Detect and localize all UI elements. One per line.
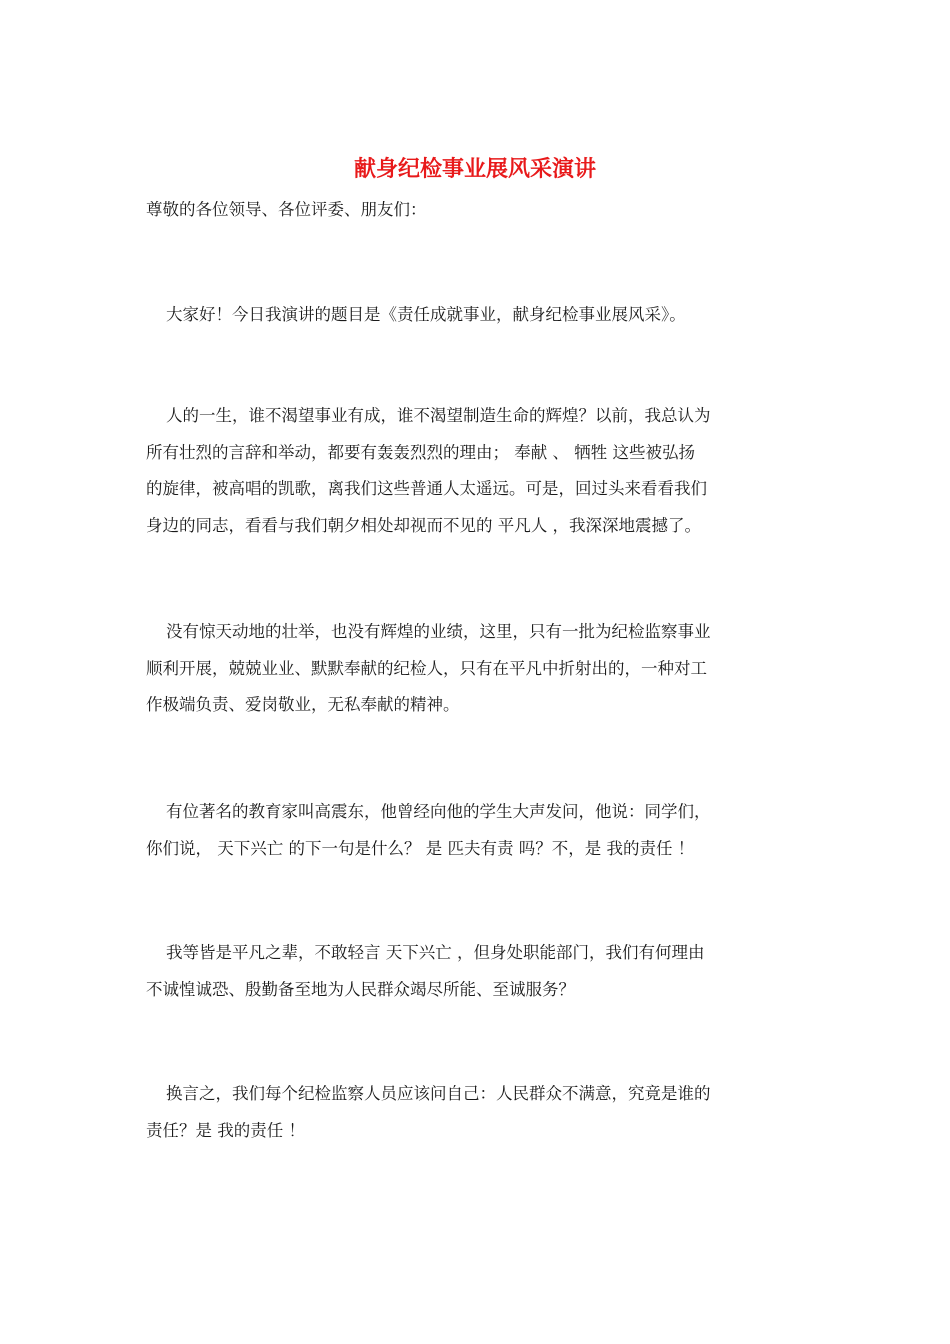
paragraph-1 [146, 297, 798, 334]
paragraph-line: 你们说， 天下兴亡 的下一句是什么？ 是 匹夫有责 吗？不，是 我的责任 ！ [146, 838, 695, 858]
paragraph-line: 我等皆是平凡之辈，不敢轻言 天下兴亡 ，但身处职能部门，我们有何理由 [166, 943, 705, 962]
paragraph-line: 责任？是 我的责任 ！ [146, 1120, 305, 1140]
paragraph-line: 顺利开展，兢兢业业、默默奉献的纪检人，只有在平凡中折射出的，一种对工 [146, 658, 707, 678]
paragraph-2 [146, 398, 798, 544]
paragraph-line: 有位著名的教育家叫高震东，他曾经向他的学生大声发问，他说：同学们， [166, 802, 711, 821]
paragraph-line: 人的一生，谁不渴望事业有成，谁不渴望制造生命的辉煌？以前，我总认为 [166, 406, 711, 425]
paragraph-line: 所有壮烈的言辞和举动，都要有轰轰烈烈的理由； 奉献 、 牺牲 这些被弘扬 [146, 442, 695, 462]
paragraph-line: 作极端负责、爱岗敬业，无私奉献的精神。 [146, 695, 460, 714]
paragraph-3 [146, 614, 798, 724]
paragraph-line: 不诚惶诚恐、殷勤备至地为人民群众竭尽所能、至诚服务？ [146, 979, 575, 999]
salutation [146, 192, 798, 229]
paragraph-5 [146, 935, 798, 1008]
paragraph-line: 换言之，我们每个纪检监察人员应该问自己：人民群众不满意，究竟是谁的 [166, 1084, 711, 1103]
paragraph-line: 身边的同志，看看与我们朝夕相处却视而不见的 平凡人 ，我深深地震撼了。 [146, 515, 701, 535]
salutation-line: 尊敬的各位领导、各位评委、朋友们： [146, 200, 427, 219]
paragraph-line: 大家好！今日我演讲的题目是《责任成就事业，献身纪检事业展风采》。 [166, 305, 686, 324]
paragraph-line: 没有惊天动地的壮举，也没有辉煌的业绩，这里，只有一批为纪检监察事业 [166, 622, 711, 641]
paragraph-line: 的旋律，被高唱的凯歌，离我们这些普通人太遥远。可是，回过头来看看我们 [146, 479, 707, 498]
document-title: 献身纪检事业展风采演讲 [353, 156, 596, 182]
paragraph-6 [146, 1076, 798, 1149]
paragraph-4 [146, 794, 798, 867]
